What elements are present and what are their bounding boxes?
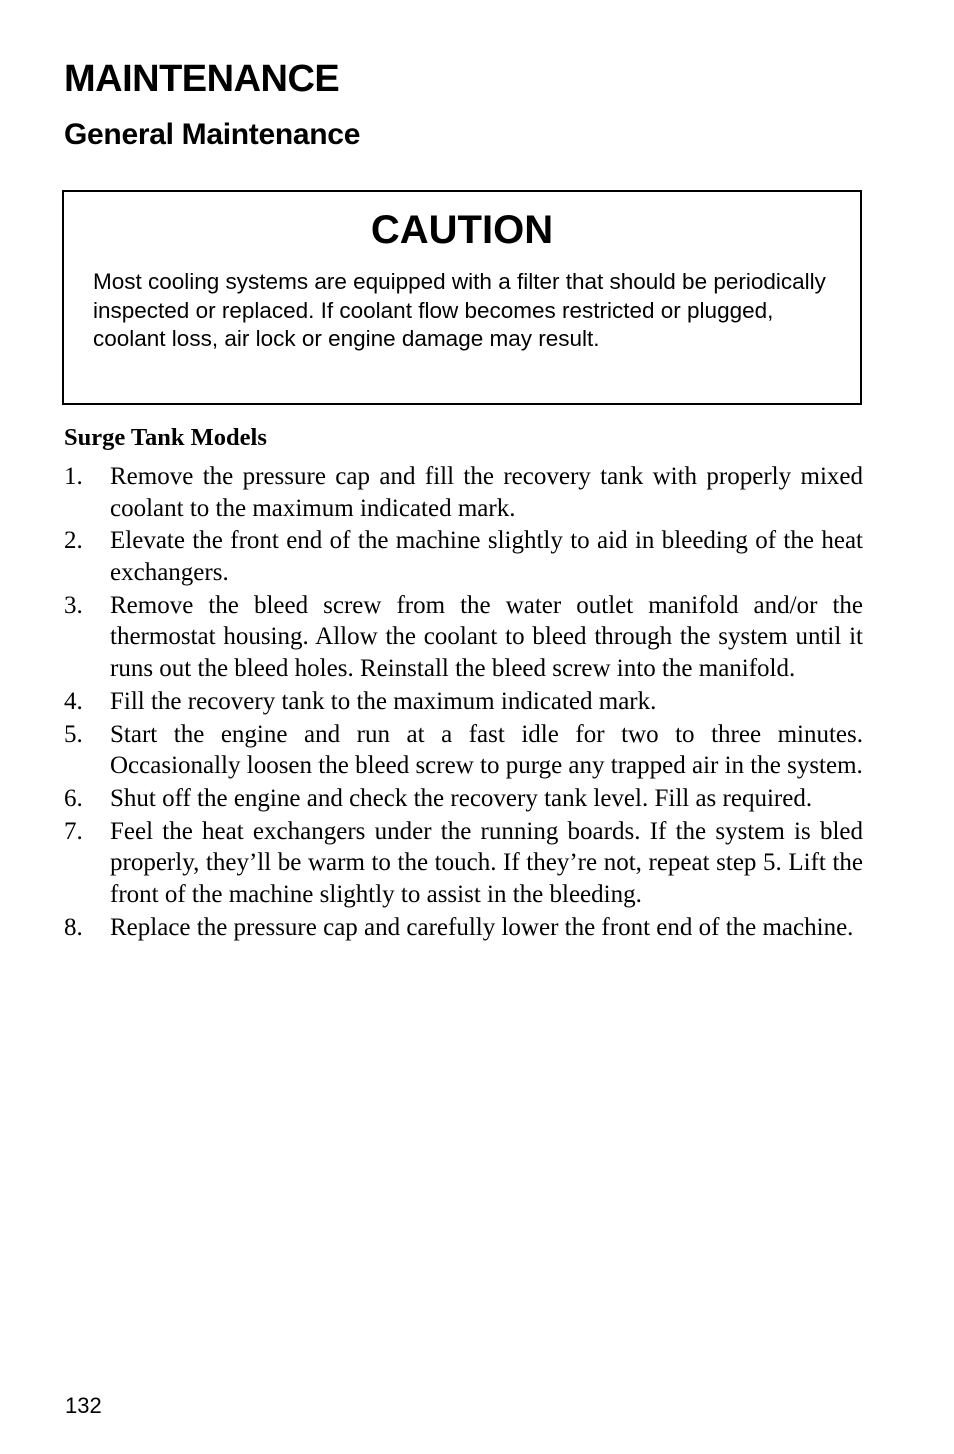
caution-text: Most cooling systems are equipped with a filter that should be periodically inspected or replaced. If coolant flow becomes restricted or plugged, coolant loss, air lock or engine damage may result. [93,269,826,351]
procedure-step-7 [64,816,863,911]
step-text: Start the engine and run at a fast idle for two to three minutes. Occasionally loosen the bleed screw to purge any trapped air in the system. [110,720,863,780]
step-text: Shut off the engine and check the recovery tank level. Fill as required. [110,784,813,812]
step-number: 4. [64,687,83,715]
page-title: MAINTENANCE [64,58,340,100]
procedure-steps [64,461,863,944]
step-text: Elevate the front end of the machine slightly to aid in bleeding of the heat exchangers. [110,527,863,586]
procedure-step-6 [64,783,863,815]
caution-box [62,190,862,405]
step-number: 1. [64,463,83,490]
step-text: Remove the pressure cap and fill the recovery tank with properly mixed coolant to the maximum indicated mark. [110,463,863,522]
step-text: Remove the bleed screw from the water outlet manifold and/or the thermostat housing. Allow the coolant to bleed through the system until it runs out the bleed holes. Reinstall the bleed screw into the manifold. [110,591,863,682]
step-number: 6. [64,784,83,812]
procedure-step-4 [64,686,863,718]
procedure-step-5 [64,719,863,782]
procedure-step-1 [64,461,863,524]
procedure-step-3 [64,590,863,685]
step-text: Fill the recovery tank to the maximum indicated mark. [110,687,657,715]
step-number: 2. [64,527,83,555]
page-number: 132 [65,1393,102,1418]
caution-title: CAUTION [370,208,554,252]
step-number: 8. [64,913,83,941]
section-title: General Maintenance [64,118,361,151]
step-number: 3. [64,591,83,619]
step-text: Feel the heat exchangers under the running boards. If the system is bled properly, they’ll be warm to the touch. If they’re not, repeat step 5. Lift the front of the machine slightly to assist in the bleeding. [110,817,863,908]
step-number: 5. [64,720,83,748]
step-text: Replace the pressure cap and carefully lower the front end of the machine. [110,913,854,941]
step-number: 7. [64,817,83,845]
procedure-step-2 [64,525,863,588]
procedure-heading: Surge Tank Models [64,424,267,451]
procedure-step-8 [64,912,863,944]
